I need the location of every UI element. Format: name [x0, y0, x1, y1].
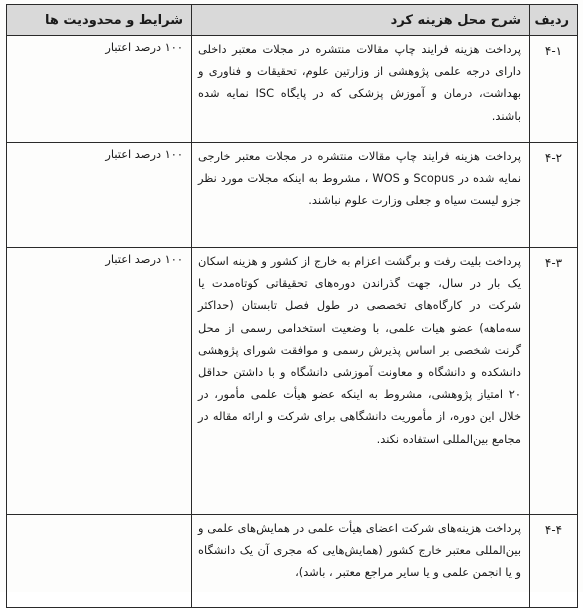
row-index: ۴-۱ — [530, 36, 578, 143]
row-description: پرداخت هزینه فرایند چاپ مقالات منتشره در مجلات معتبر خارجی نمایه شده در Scopus و WOS ، مشروط به اینکه مجلات مورد نظر جزو لیست سیاه و جعلی وزارت علوم نباشند. — [192, 143, 530, 248]
table-row — [7, 36, 578, 143]
row-conditions: ۱۰۰ درصد اعتبار — [7, 143, 192, 248]
expense-table — [6, 4, 578, 608]
row-conditions — [7, 515, 192, 608]
row-conditions: ۱۰۰ درصد اعتبار — [7, 36, 192, 143]
row-description: پرداخت هزینه‌های شرکت اعضای هیأت علمی در همایش‌های علمی و بین‌المللی معتبر خارج کشور (همایش‌هایی که مجری آن یک دانشگاه و یا انجمن علمی و یا سایر مراجع معتبر ، باشد)، — [192, 515, 530, 608]
row-description: پرداخت بلیت رفت و برگشت اعزام به خارج از کشور و هزینه اسکان یک بار در سال، جهت گذراندن دوره‌های تحقیقاتی کوتاه‌مدت یا شرکت در کارگاه‌های تخصصی در طول فصل تابستان (حداکثر سه‌ماهه) عضو هیات علمی، با وضعیت استخدامی رسمی از محل گرنت شخصی بر اساس پذیرش رسمی و موافقت شورای پژوهشی دانشکده و دانشگاه و معاونت آموزشی دانشگاه و با داشتن حداقل ۲۰ امتیاز پژوهشی، مشروط به اینکه عضو هیأت علمی مأمور، در خلال این دوره، از مأموریت دانشگاهی برای شرکت و ارائه مقاله در مجامع بین‌المللی استفاده نکند. — [192, 248, 530, 515]
row-description: پرداخت هزینه فرایند چاپ مقالات منتشره در مجلات معتبر داخلی دارای درجه علمی پژوهشی از وزارتین علوم، تحقیقات و فناوری و بهداشت، درمان و آموزش پزشکی که در پایگاه ISC نمایه شده باشند. — [192, 36, 530, 143]
header-conditions: شرایط و محدودیت ها — [7, 5, 192, 36]
row-index: ۴-۲ — [530, 143, 578, 248]
header-index: ردیف — [530, 5, 578, 36]
table-row — [7, 515, 578, 608]
table-row — [7, 143, 578, 248]
row-index: ۴-۳ — [530, 248, 578, 515]
row-conditions: ۱۰۰ درصد اعتبار — [7, 248, 192, 515]
header-description: شرح محل هزینه کرد — [192, 5, 530, 36]
table-header-row — [7, 5, 578, 36]
row-index: ۴-۴ — [530, 515, 578, 608]
table-row — [7, 248, 578, 515]
